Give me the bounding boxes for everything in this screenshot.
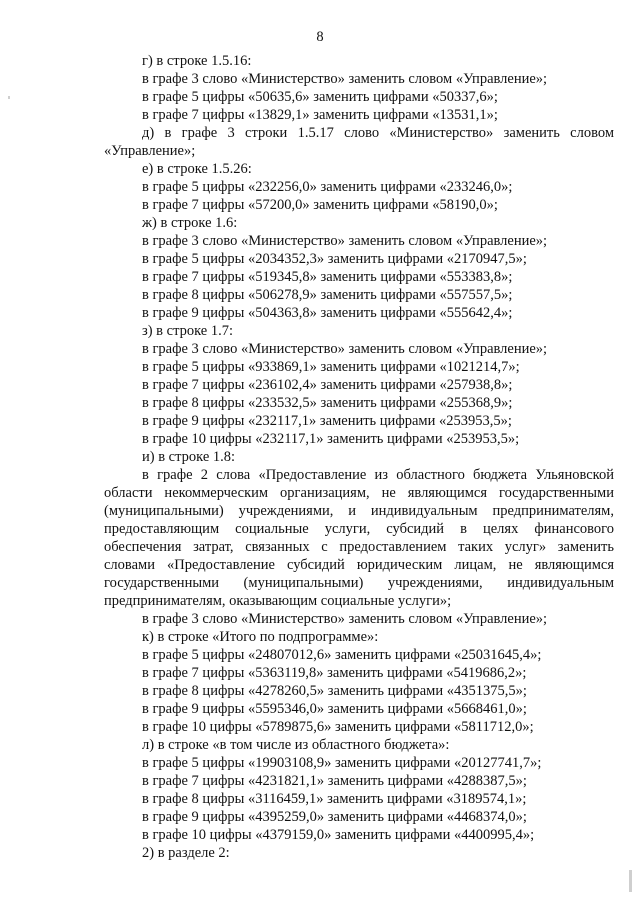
text-line: в графе 8 цифры «3116459,1» заменить цифрами «3189574,1»; [142, 791, 527, 807]
text-line: в графе 8 цифры «233532,5» заменить цифрами «255368,9»; [142, 395, 513, 411]
text-line: 2) в разделе 2: [142, 845, 230, 861]
scan-artifact [629, 870, 632, 892]
text-line: в графе 3 слово «Министерство» заменить словом «Управление»; [142, 341, 548, 357]
text-line: обеспечения затрат, связанных с предоставлением таких услуг» заменить [104, 539, 614, 555]
text-line: в графе 5 цифры «24807012,6» заменить цифрами «25031645,4»; [142, 647, 542, 663]
text-line: и) в строке 1.8: [142, 449, 236, 465]
scan-artifact [8, 96, 10, 99]
text-line: в графе 2 слова «Предоставление из областного бюджета Ульяновской [142, 467, 614, 483]
text-line: в графе 7 цифры «13829,1» заменить цифрами «13531,1»; [142, 107, 498, 123]
text-line: в графе 7 цифры «5363119,8» заменить цифрами «5419686,2»; [142, 665, 527, 681]
text-line: в графе 10 цифры «4379159,0» заменить цифрами «4400995,4»; [142, 827, 535, 843]
text-line: е) в строке 1.5.26: [142, 161, 252, 177]
text-line: в графе 7 цифры «519345,8» заменить цифрами «553383,8»; [142, 269, 513, 285]
text-line: в графе 9 цифры «232117,1» заменить цифрами «253953,5»; [142, 413, 512, 429]
text-line: словами «Предоставление субсидий юридическим лицам, не являющимся [104, 557, 614, 573]
text-line: в графе 3 слово «Министерство» заменить словом «Управление»; [142, 233, 548, 249]
text-line: области некоммерческим организациям, не являющимся государственными [104, 485, 614, 501]
text-line: к) в строке «Итого по подпрограмме»: [142, 629, 379, 645]
text-line: в графе 10 цифры «5789875,6» заменить цифрами «5811712,0»; [142, 719, 534, 735]
text-line: ж) в строке 1.6: [142, 215, 238, 231]
text-line: д) в графе 3 строки 1.5.17 слово «Министерство» заменить словом [142, 125, 614, 141]
text-line: л) в строке «в том числе из областного бюджета»: [142, 737, 450, 753]
text-line: в графе 7 цифры «57200,0» заменить цифрами «58190,0»; [142, 197, 498, 213]
text-line: в графе 3 слово «Министерство» заменить словом «Управление»; [142, 611, 548, 627]
text-line: в графе 9 цифры «5595346,0» заменить цифрами «5668461,0»; [142, 701, 527, 717]
text-line: в графе 8 цифры «506278,9» заменить цифрами «557557,5»; [142, 287, 513, 303]
text-line: в графе 10 цифры «232117,1» заменить цифрами «253953,5»; [142, 431, 520, 447]
text-line: в графе 5 цифры «232256,0» заменить цифрами «233246,0»; [142, 179, 513, 195]
text-line: предоставляющим социальные услуги, субсидий в целях финансового [104, 521, 614, 537]
text-line: в графе 5 цифры «19903108,9» заменить цифрами «20127741,7»; [142, 755, 542, 771]
text-line: в графе 5 цифры «2034352,3» заменить цифрами «2170947,5»; [142, 251, 527, 267]
text-line: в графе 5 цифры «933869,1» заменить цифрами «1021214,7»; [142, 359, 520, 375]
text-line: г) в строке 1.5.16: [142, 53, 252, 69]
text-line: з) в строке 1.7: [142, 323, 234, 339]
text-line: (муниципальными) учреждениями, и индивидуальным предпринимателям, [104, 503, 614, 519]
text-line: государственными (муниципальными) учреждениями, индивидуальным [104, 575, 614, 591]
text-line: в графе 3 слово «Министерство» заменить словом «Управление»; [142, 71, 548, 87]
text-line: в графе 5 цифры «50635,6» заменить цифрами «50337,6»; [142, 89, 498, 105]
text-line: «Управление»; [104, 143, 196, 159]
text-line: в графе 9 цифры «4395259,0» заменить цифрами «4468374,0»; [142, 809, 527, 825]
document-body [104, 52, 614, 862]
text-line: в графе 7 цифры «4231821,1» заменить цифрами «4288387,5»; [142, 773, 527, 789]
text-line: в графе 9 цифры «504363,8» заменить цифрами «555642,4»; [142, 305, 513, 321]
text-line: в графе 7 цифры «236102,4» заменить цифрами «257938,8»; [142, 377, 513, 393]
text-line: предпринимателям, оказывающим социальные услуги»; [104, 593, 452, 609]
page-number: 8 [316, 29, 324, 45]
text-line: в графе 8 цифры «4278260,5» заменить цифрами «4351375,5»; [142, 683, 527, 699]
